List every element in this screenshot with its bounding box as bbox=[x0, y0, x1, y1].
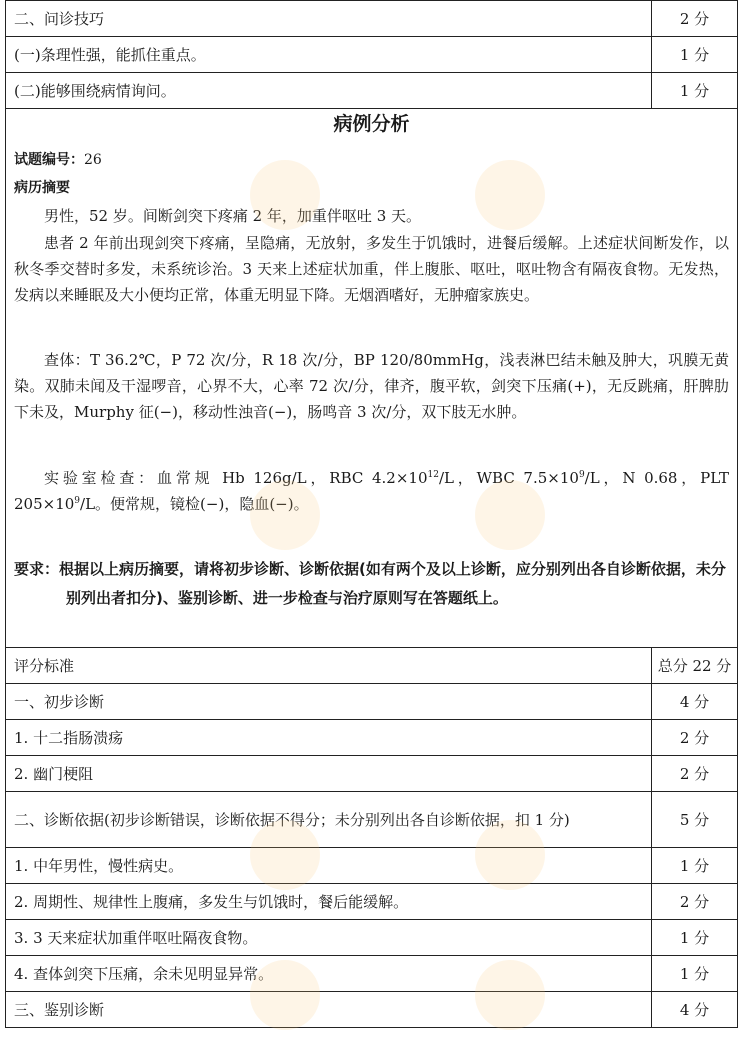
row-score: 2 分 bbox=[652, 720, 738, 756]
grading-header-label: 评分标准 bbox=[6, 648, 652, 684]
requirement-text: 要求：根据以上病历摘要，请将初步诊断、诊断依据(如有两个及以上诊断，应分别列出各自诊断依据，未分别列出者扣分)、鉴别诊断、进一步检查与治疗原则写在答题纸上。 bbox=[14, 560, 726, 607]
case-paragraph-2: 患者 2 年前出现剑突下疼痛，呈隐痛，无放射，多发生于饥饿时，进餐后缓解。上述症状间断发作，以秋冬季交替时多发，未系统诊治。3 天来上述症状加重，伴上腹胀、呕吐，呕吐物含有隔夜食物。无发热，发病以来睡眠及大小便均正常，体重无明显下降。无烟酒嗜好，无肿瘤家族史。 bbox=[14, 234, 729, 304]
row-score: 4 分 bbox=[652, 684, 738, 720]
lab-text-c: /L，N 0.68，PLT 205×10 bbox=[14, 469, 729, 513]
row-label: 三、鉴别诊断 bbox=[6, 992, 652, 1028]
lab-text-a: 实验室检查：血常规 Hb 126g/L，RBC 4.2×10 bbox=[44, 469, 428, 487]
row-score: 1 分 bbox=[652, 73, 738, 109]
table-row bbox=[6, 37, 738, 73]
lab-results bbox=[14, 465, 729, 517]
row-label: (二)能够围绕病情询问。 bbox=[6, 73, 652, 109]
summary-heading: 病历摘要 bbox=[14, 180, 70, 196]
row-score: 2 分 bbox=[652, 1, 738, 37]
exam-page bbox=[5, 0, 737, 1028]
question-id-value: 26 bbox=[84, 152, 102, 168]
row-label: 3. 3 天来症状加重伴呕吐隔夜食物。 bbox=[6, 920, 652, 956]
case-section bbox=[6, 109, 738, 648]
row-label: 1. 十二指肠溃疡 bbox=[6, 720, 652, 756]
row-label: 一、初步诊断 bbox=[6, 684, 652, 720]
row-label: 1. 中年男性，慢性病史。 bbox=[6, 848, 652, 884]
table-row bbox=[6, 792, 738, 848]
grading-table bbox=[5, 0, 738, 1028]
row-score: 1 分 bbox=[652, 37, 738, 73]
table-row bbox=[6, 992, 738, 1028]
table-row bbox=[6, 684, 738, 720]
table-row bbox=[6, 956, 738, 992]
row-score: 1 分 bbox=[652, 956, 738, 992]
table-row bbox=[6, 848, 738, 884]
case-paragraph-1: 男性，52 岁。间断剑突下疼痛 2 年，加重伴呕吐 3 天。 bbox=[44, 207, 422, 225]
row-score: 5 分 bbox=[652, 792, 738, 848]
lab-sup-2: 9 bbox=[578, 470, 585, 480]
lab-sup-1: 12 bbox=[427, 470, 439, 480]
table-row bbox=[6, 73, 738, 109]
row-label: 2. 周期性、规律性上腹痛，多发生与饥饿时，餐后能缓解。 bbox=[6, 884, 652, 920]
row-label: 2. 幽门梗阻 bbox=[6, 756, 652, 792]
question-id-label: 试题编号： bbox=[14, 152, 84, 168]
row-label: 4. 查体剑突下压痛，余未见明显异常。 bbox=[6, 956, 652, 992]
row-label: 二、诊断依据(初步诊断错误，诊断依据不得分；未分别列出各自诊断依据，扣 1 分) bbox=[6, 792, 652, 848]
row-label: (一)条理性强，能抓住重点。 bbox=[6, 37, 652, 73]
row-score: 1 分 bbox=[652, 848, 738, 884]
table-row bbox=[6, 756, 738, 792]
case-title: 病例分析 bbox=[333, 113, 410, 135]
table-row bbox=[6, 720, 738, 756]
grading-header-row bbox=[6, 648, 738, 684]
row-score: 4 分 bbox=[652, 992, 738, 1028]
row-score: 1 分 bbox=[652, 920, 738, 956]
lab-text-d: /L。便常规，镜检(−)，隐血(−)。 bbox=[80, 495, 309, 513]
row-label: 二、问诊技巧 bbox=[6, 1, 652, 37]
table-row bbox=[6, 920, 738, 956]
table-row bbox=[6, 1, 738, 37]
row-score: 2 分 bbox=[652, 884, 738, 920]
table-row bbox=[6, 884, 738, 920]
lab-sup-3: 9 bbox=[74, 496, 81, 506]
grading-header-score: 总分 22 分 bbox=[652, 648, 738, 684]
lab-text-b: /L，WBC 7.5×10 bbox=[438, 469, 579, 487]
row-score: 2 分 bbox=[652, 756, 738, 792]
case-paragraph-3: 查体：T 36.2℃，P 72 次/分，R 18 次/分，BP 120/80mmHg，浅表淋巴结未触及肿大，巩膜无黄染。双肺未闻及干湿啰音，心界不大，心率 72 次/分，律齐，腹平软，剑突下压痛(+)，无反跳痛，肝脾肋下未及，Murphy 征(−)，移动性浊音(−)，肠鸣音 3 次/分，双下肢无水肿。 bbox=[14, 351, 729, 421]
question-id bbox=[14, 147, 102, 173]
